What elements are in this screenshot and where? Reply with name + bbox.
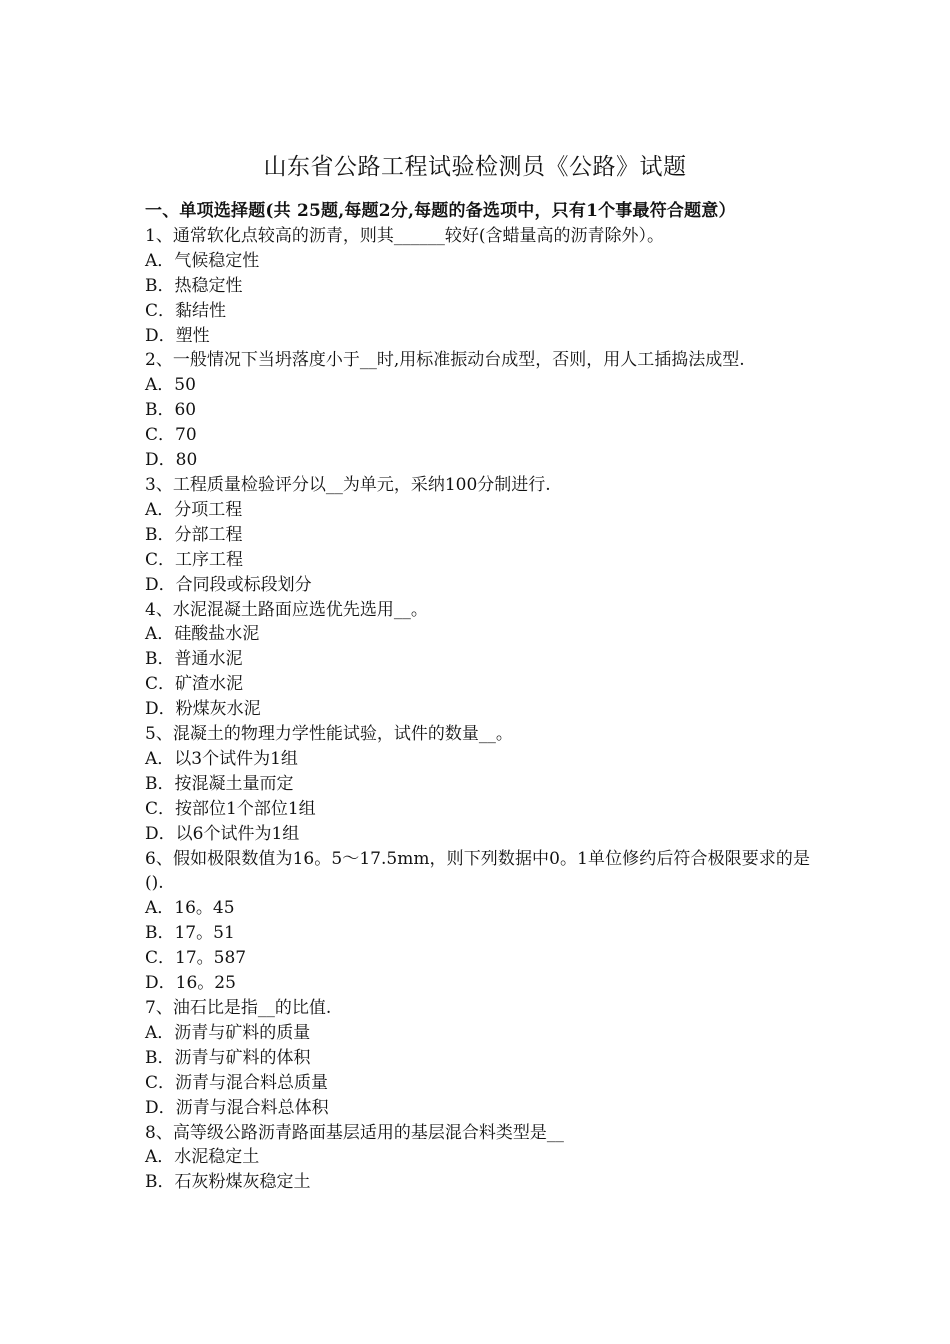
answer-option: B．按混凝土量而定 xyxy=(145,773,294,794)
answer-option: B．沥青与矿料的体积 xyxy=(145,1047,311,1068)
answer-option: A．分项工程 xyxy=(145,499,243,520)
answer-option: C．70 xyxy=(145,425,197,446)
question-text: 1、通常软化点较高的沥青，则其______较好(含蜡量高的沥青除外）。 xyxy=(145,225,664,246)
answer-option: A．以3个试件为1组 xyxy=(145,748,298,769)
answer-option: A．沥青与矿料的质量 xyxy=(145,1022,311,1043)
question-text: 3、工程质量检验评分以__为单元，采纳100分制进行. xyxy=(145,474,551,495)
answer-option: A．50 xyxy=(145,375,196,396)
document-title: 山东省公路工程试验检测员《公路》试题 xyxy=(263,154,687,180)
answer-option: C．沥青与混合料总质量 xyxy=(145,1072,329,1093)
answer-option: C．按部位1个部位1组 xyxy=(145,798,316,819)
answer-option: B．17。51 xyxy=(145,923,235,944)
answer-option: A．16。45 xyxy=(145,898,235,919)
answer-option: D．以6个试件为1组 xyxy=(145,823,300,844)
answer-option: B．60 xyxy=(145,400,197,421)
answer-option: C．黏结性 xyxy=(145,300,227,321)
answer-option: D．16。25 xyxy=(145,973,236,994)
answer-option: D．合同段或标段划分 xyxy=(145,574,312,595)
answer-option: A．气候稳定性 xyxy=(145,250,260,271)
answer-option: A．硅酸盐水泥 xyxy=(145,624,260,645)
question-text: 6、假如极限数值为16。5～17.5mm，则下列数据中0。1单位修约后符合极限要求的是(). xyxy=(145,848,810,894)
question-list xyxy=(145,199,810,1195)
answer-option: B．石灰粉煤灰稳定土 xyxy=(145,1172,311,1193)
answer-option: B．分部工程 xyxy=(145,524,243,545)
question-text: 5、混凝土的物理力学性能试验，试件的数量__。 xyxy=(145,724,513,745)
question-text: 4、水泥混凝土路面应选优先选用__。 xyxy=(145,599,428,620)
answer-option: D．粉煤灰水泥 xyxy=(145,699,261,720)
answer-option: C．工序工程 xyxy=(145,549,244,570)
answer-option: D．80 xyxy=(145,450,198,471)
answer-option: D．塑性 xyxy=(145,325,210,346)
answer-option: B．普通水泥 xyxy=(145,649,243,670)
answer-option: D．沥青与混合料总体积 xyxy=(145,1097,329,1118)
question-text: 7、油石比是指__的比值. xyxy=(145,998,332,1018)
section-heading: 一、单项选择题(共 25题,每题2分,每题的备选项中，只有1个事最符合题意） xyxy=(145,201,736,221)
question-text: 2、一般情况下当坍落度小于__时,用标准振动台成型，否则，用人工插捣法成型. xyxy=(145,350,745,371)
answer-option: B．热稳定性 xyxy=(145,275,243,296)
answer-option: C．矿渣水泥 xyxy=(145,674,244,695)
answer-option: A．水泥稳定土 xyxy=(145,1147,260,1168)
answer-option: C．17。587 xyxy=(145,948,247,969)
question-text: 8、高等级公路沥青路面基层适用的基层混合料类型是__ xyxy=(145,1122,564,1143)
